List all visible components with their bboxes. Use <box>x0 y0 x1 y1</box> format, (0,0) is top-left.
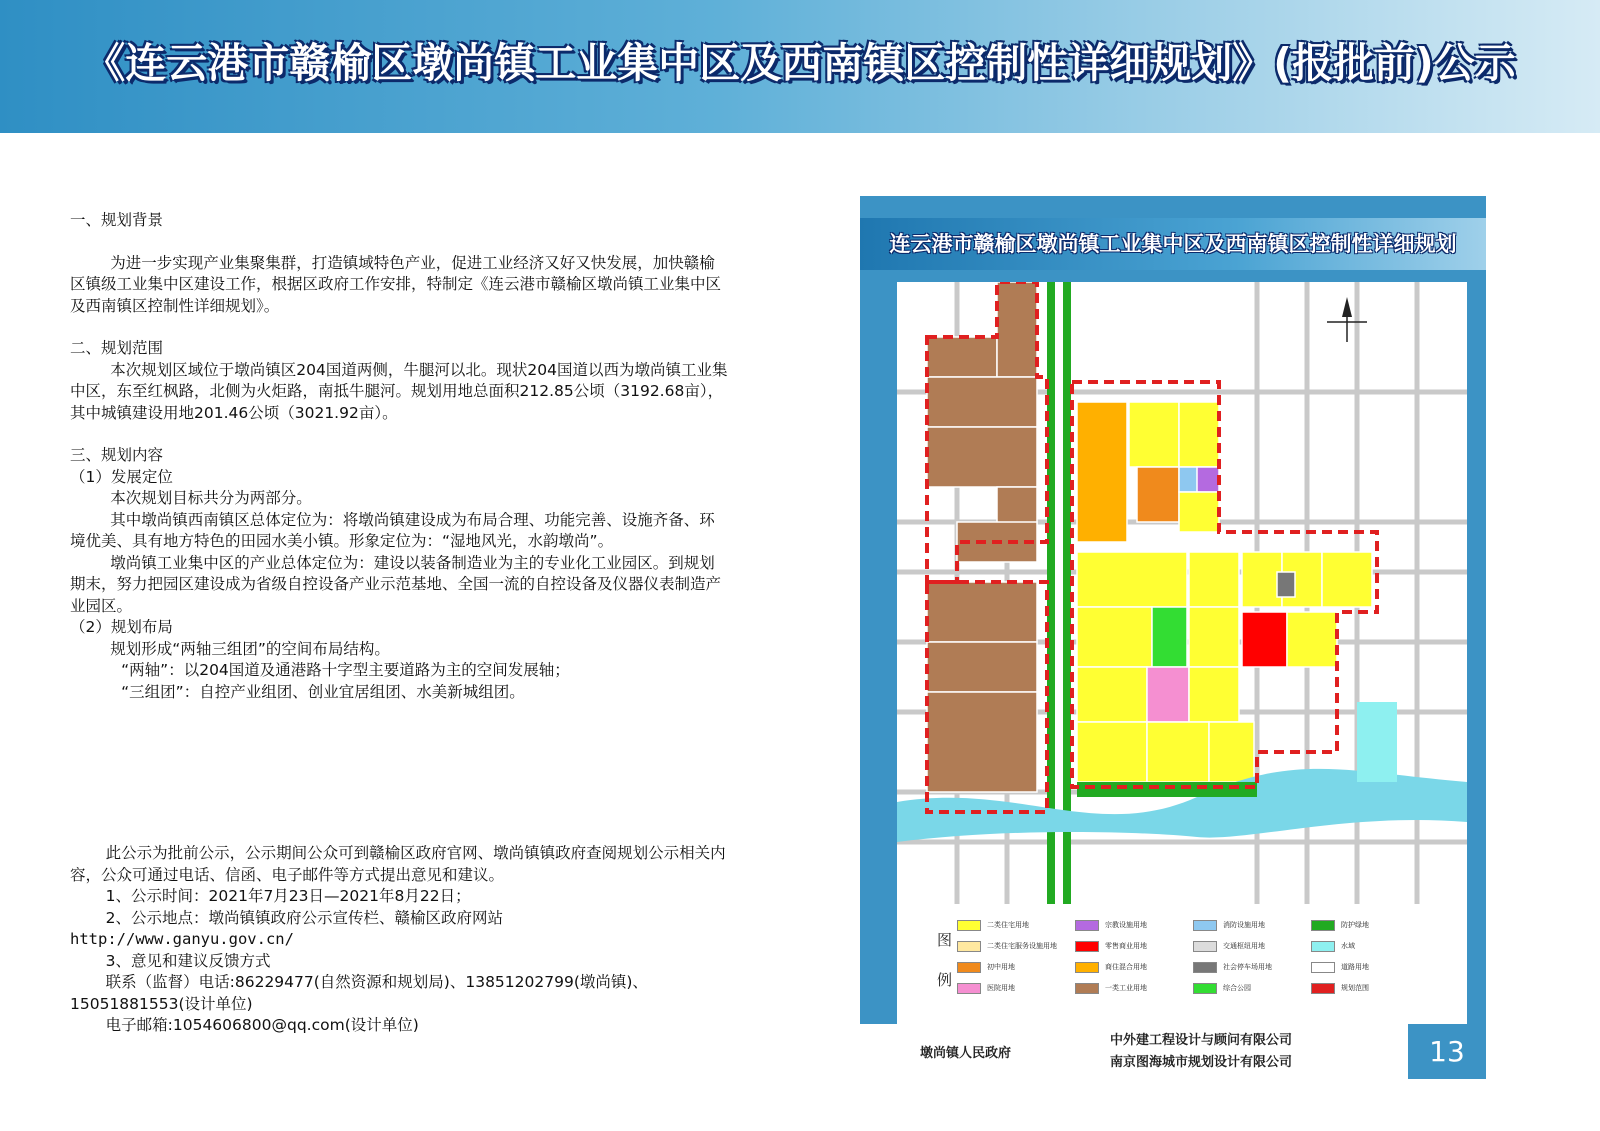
legend-label: 医院用地 <box>987 984 1015 992</box>
legend-label: 规划范围 <box>1341 984 1369 992</box>
legend-label: 商住混合用地 <box>1105 963 1147 971</box>
map-legend <box>897 904 1467 1024</box>
notice-feedback: 3、意见和建议反馈方式 <box>105 951 271 970</box>
footer-designer-2: 南京图海城市规划设计有限公司 <box>1110 1055 1293 1070</box>
legend-label: 防护绿地 <box>1341 921 1369 929</box>
footer-designer-1: 中外建工程设计与顾问有限公司 <box>1110 1033 1293 1048</box>
legend-swatch <box>1311 941 1335 952</box>
positioning-p1: 本次规划目标共分为两部分。 <box>110 489 312 507</box>
subheading-positioning: （1）发展定位 <box>70 467 173 486</box>
legend-item <box>1193 918 1265 932</box>
legend-item <box>1311 960 1369 974</box>
legend-item <box>1075 960 1147 974</box>
notice-url[interactable]: http://www.ganyu.gov.cn/ <box>70 930 294 948</box>
legend-item <box>1193 939 1265 953</box>
legend-item <box>957 918 1029 932</box>
map-footer <box>860 1024 1486 1079</box>
footer-designers <box>1110 1030 1292 1074</box>
legend-label: 二类住宅服务设施用地 <box>987 942 1057 950</box>
legend-swatch <box>1193 920 1217 931</box>
land-use-map-graphic <box>897 282 1467 904</box>
legend-swatch <box>1311 962 1335 973</box>
legend-swatch <box>1193 941 1217 952</box>
legend-swatch <box>957 920 981 931</box>
legend-swatch <box>957 983 981 994</box>
legend-swatch <box>1311 920 1335 931</box>
legend-item <box>1075 918 1147 932</box>
public-notice <box>70 843 750 1037</box>
notice-place: 2、公示地点：墩尚镇镇政府公示宣传栏、赣榆区政府网站 <box>105 908 504 927</box>
legend-heading: 图例 <box>937 931 953 989</box>
land-use-map <box>897 282 1467 904</box>
legend-item <box>1311 981 1369 995</box>
page-number: 13 <box>1408 1024 1486 1079</box>
title-banner <box>0 0 1600 133</box>
legend-swatch <box>1193 983 1217 994</box>
legend-swatch <box>1311 983 1335 994</box>
legend-label: 道路用地 <box>1341 963 1369 971</box>
legend-label: 综合公园 <box>1223 984 1251 992</box>
plan-description <box>70 210 730 703</box>
legend-item <box>1075 939 1147 953</box>
legend-item <box>1193 981 1251 995</box>
footer-government: 墩尚镇人民政府 <box>920 1046 1012 1061</box>
section-heading-background: 一、规划背景 <box>70 211 164 229</box>
legend-swatch <box>957 962 981 973</box>
legend-item <box>1311 939 1355 953</box>
legend-swatch <box>1075 941 1099 952</box>
legend-label: 初中用地 <box>987 963 1015 971</box>
legend-label: 一类工业用地 <box>1105 984 1147 992</box>
legend-label: 消防设施用地 <box>1223 921 1265 929</box>
section-heading-scope: 二、规划范围 <box>70 339 164 357</box>
notice-time: 1、公示时间：2021年7月23日—2021年8月22日； <box>105 887 471 905</box>
notice-contact: 联系（监督）电话:86229477(自然资源和规划局)、13851202799(墩尚镇)、15051881553(设计单位) <box>70 973 648 1013</box>
section-heading-content: 三、规划内容 <box>70 446 164 464</box>
legend-grid <box>957 918 1447 1008</box>
page-title: 《连云港市赣榆区墩尚镇工业集中区及西南镇区控制性详细规划》(报批前)公示 <box>84 39 1516 87</box>
legend-label: 社会停车场用地 <box>1223 963 1272 971</box>
legend-item <box>957 981 1015 995</box>
notice-email: 电子邮箱:1054606800@qq.com(设计单位) <box>105 1016 419 1034</box>
legend-swatch <box>1075 983 1099 994</box>
legend-swatch <box>1193 962 1217 973</box>
legend-label: 交通枢纽用地 <box>1223 942 1265 950</box>
layout-p3: “三组团”：自控产业组团、创业宜居组团、水美新城组团。 <box>121 682 525 701</box>
legend-item <box>1075 981 1147 995</box>
legend-swatch <box>957 941 981 952</box>
background-paragraph: 为进一步实现产业集聚集群，打造镇域特色产业，促进工业经济又好又快发展，加快赣榆区镇级工业集中区建设工作，根据区政府工作安排，特制定《连云港市赣榆区墩尚镇工业集中区及西南镇区控制性详细规划》。 <box>70 253 722 315</box>
map-title: 连云港市赣榆区墩尚镇工业集中区及西南镇区控制性详细规划 <box>889 232 1457 256</box>
legend-swatch <box>1075 962 1099 973</box>
legend-item <box>1311 918 1369 932</box>
legend-item <box>1193 960 1272 974</box>
legend-item <box>957 939 1057 953</box>
layout-p2: “两轴”：以204国道及通港路十字型主要道路为主的空间发展轴； <box>121 661 570 679</box>
positioning-p2: 其中墩尚镇西南镇区总体定位为：将墩尚镇建设成为布局合理、功能完善、设施齐备、环境优美、具有地方特色的田园水美小镇。形象定位为：“湿地风光，水韵墩尚”。 <box>70 510 715 550</box>
legend-item <box>957 960 1015 974</box>
legend-label: 水域 <box>1341 942 1355 950</box>
positioning-p3: 墩尚镇工业集中区的产业总体定位为：建设以装备制造业为主的专业化工业园区。到规划期末，努力把园区建设成为省级自控设备产业示范基地、全国一流的自控设备及仪器仪表制造产业园区。 <box>70 553 722 615</box>
layout-p1: 规划形成“两轴三组团”的空间布局结构。 <box>110 639 390 658</box>
map-title-bar <box>860 218 1486 270</box>
legend-label: 二类住宅用地 <box>987 921 1029 929</box>
subheading-layout: （2）规划布局 <box>70 618 173 636</box>
legend-label: 零售商业用地 <box>1105 942 1147 950</box>
scope-paragraph: 本次规划区域位于墩尚镇区204国道两侧，牛腿河以北。现状204国道以西为墩尚镇工业集中区，东至红枫路，北侧为火炬路，南抵牛腿河。规划用地总面积212.85公顷（3192.68亩），其中城镇建设用地201.46公顷（3021.92亩）。 <box>70 360 728 422</box>
notice-intro: 此公示为批前公示，公示期间公众可到赣榆区政府官网、墩尚镇镇政府查阅规划公示相关内容，公众可通过电话、信函、电子邮件等方式提出意见和建议。 <box>70 844 726 884</box>
legend-label: 宗教设施用地 <box>1105 921 1147 929</box>
legend-swatch <box>1075 920 1099 931</box>
land-use-map-panel <box>860 196 1486 1079</box>
